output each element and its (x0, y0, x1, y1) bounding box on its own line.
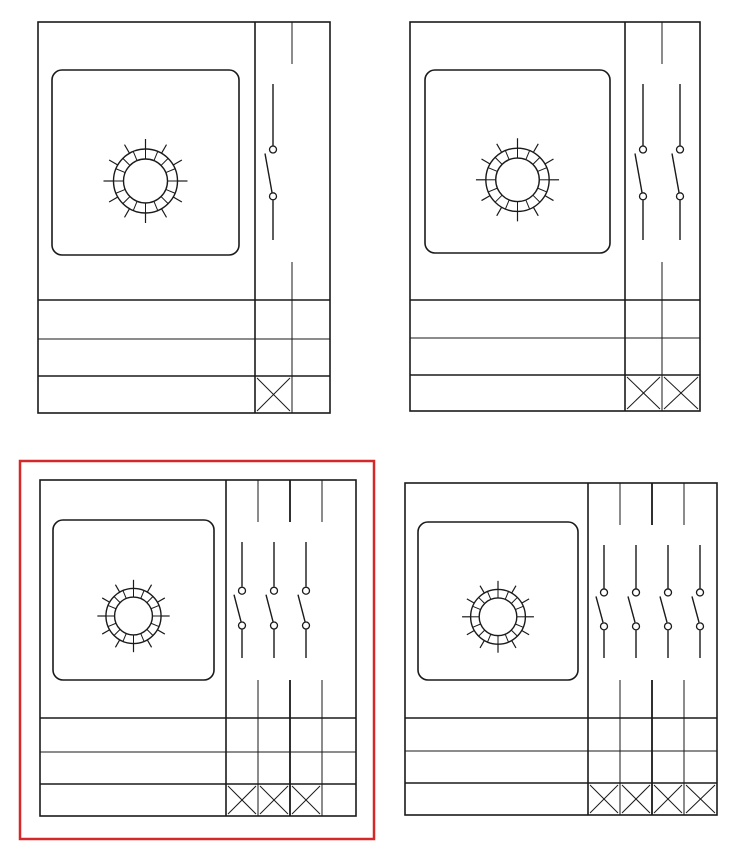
rotary-knob-icon (476, 138, 559, 221)
dial-face (52, 70, 239, 255)
dial-face (418, 522, 578, 680)
card-outline (38, 22, 330, 413)
card-outline (40, 480, 356, 816)
switch-contact-icon (298, 542, 310, 658)
selection-highlight-frame (20, 461, 374, 839)
rotary-knob-icon (104, 139, 188, 223)
dial-face (53, 520, 214, 680)
rotary-knob-icon (462, 581, 534, 653)
switch-card-4 (405, 483, 717, 815)
switch-contact-icon (692, 545, 704, 658)
card-outline (410, 22, 700, 411)
switch-contact-icon (266, 542, 278, 658)
switch-contact-icon (672, 84, 684, 240)
switch-contact-icon (265, 84, 277, 240)
rotary-knob-icon (97, 580, 169, 652)
switch-contact-icon (596, 545, 608, 658)
switch-card-1 (38, 22, 330, 413)
card-outline (405, 483, 717, 815)
switch-card-3 (20, 461, 374, 839)
switch-contact-icon (628, 545, 640, 658)
switch-contact-icon (660, 545, 672, 658)
switch-card-2 (410, 22, 700, 411)
switch-contact-icon (234, 542, 246, 658)
dial-face (425, 70, 610, 253)
switch-contact-icon (635, 84, 647, 240)
